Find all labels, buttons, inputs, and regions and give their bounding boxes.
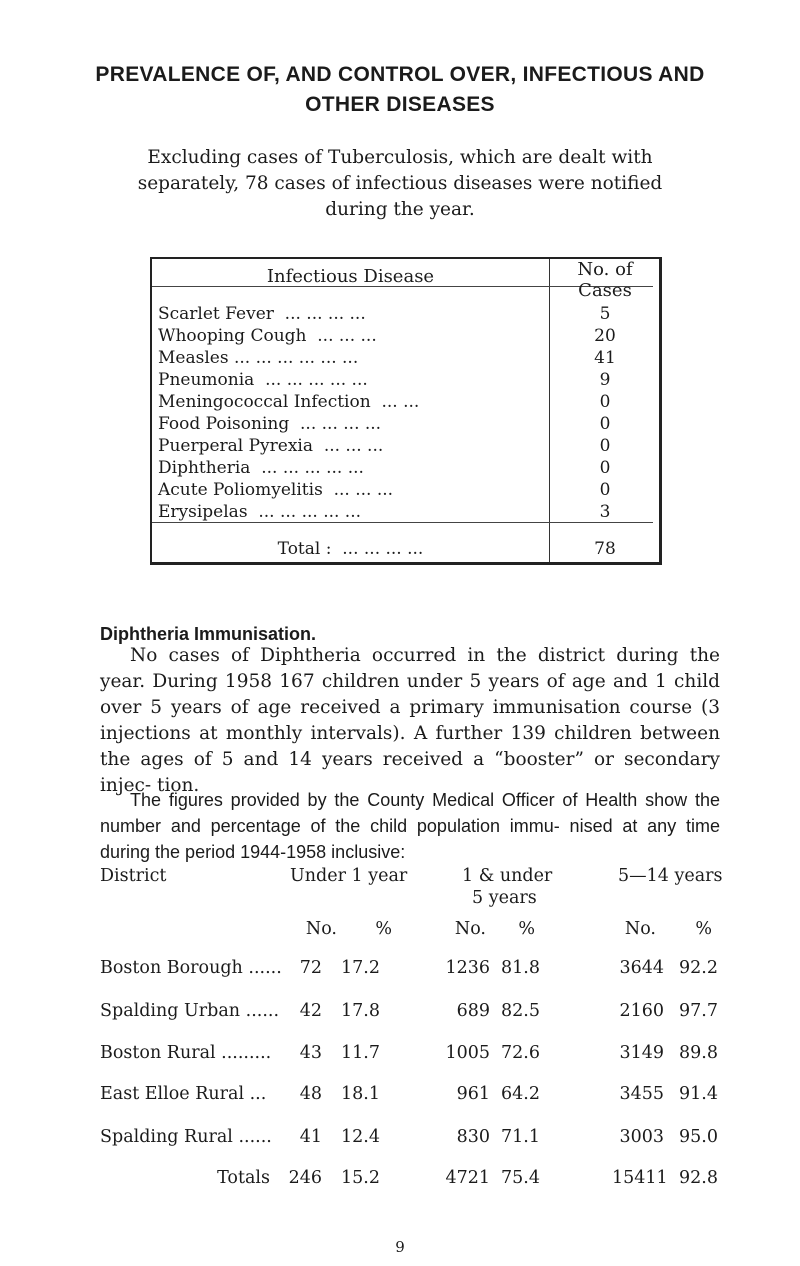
disease-name: Meningococcal Infection ... ... [158,392,420,412]
disease-name: Measles ... ... ... ... ... ... [158,348,359,368]
under1-pct: 17.8 [341,1001,380,1021]
disease-name: Scarlet Fever ... ... ... ... [158,304,366,324]
to5-pct: 81.8 [501,958,540,978]
subheader-no: No. [454,919,486,939]
under1-no: 43 [299,1043,322,1063]
to5-pct: 71.1 [501,1127,540,1147]
disease-cases: 20 [594,326,616,346]
under1-no: 42 [299,1001,322,1021]
disease-name: Acute Poliomyelitis ... ... ... [158,480,394,500]
district-name: Spalding Rural ...... [100,1127,272,1147]
to14-no: 3644 [619,958,664,978]
header-district: District [100,866,167,886]
totals-under1-pct: 15.2 [341,1168,380,1188]
page-number: 9 [395,1238,405,1256]
to5-pct: 72.6 [501,1043,540,1063]
to14-no: 3003 [619,1127,664,1147]
header-5-years: 5 years [472,888,537,908]
to14-pct: 95.0 [679,1127,718,1147]
disease-name: Puerperal Pyrexia ... ... ... [158,436,384,456]
intro-paragraph: Excluding cases of Tuberculosis, which are dealt with separately, 78 cases of infectious diseases were notified during the year. [137,147,663,220]
section-heading: Diphtheria Immunisation. [100,624,317,644]
to14-no: 3455 [619,1084,664,1104]
under1-pct: 12.4 [341,1127,380,1147]
to14-no: 3149 [619,1043,664,1063]
under1-pct: 18.1 [341,1084,380,1104]
header-no-of: No. of [577,259,633,280]
district-name: Boston Borough ...... [100,958,282,978]
under1-no: 72 [299,958,322,978]
district-name: Boston Rural ......... [100,1043,272,1063]
to14-no: 2160 [619,1001,664,1021]
subheader-pct: % [695,919,712,939]
disease-cases: 0 [599,414,611,434]
totals-to5-pct: 75.4 [501,1168,540,1188]
immunisation-paragraph: No cases of Diphtheria occurred in the district during the year. During 1958 167 children under 5 years of age and 1 child over 5 years of age received a primary immunisation course (3 injections at monthly intervals). A further 139 children between the ages of 5 and 14 years received a “booster” or secondary injec- tion. [100,645,720,796]
header-infectious-disease: Infectious Disease [266,266,435,287]
to5-pct: 64.2 [501,1084,540,1104]
figures-paragraph: The figures provided by the County Medical Officer of Health show the number and percentage of the child population immu- nised at any time during the period 1944-1958 inclusive: [100,790,720,862]
to14-pct: 89.8 [679,1043,718,1063]
disease-cases: 0 [599,458,611,478]
disease-cases: 0 [599,392,611,412]
to5-pct: 82.5 [501,1001,540,1021]
disease-cases: 9 [599,370,611,390]
subheader-no: No. [305,919,337,939]
page-title: PREVALENCE OF, AND CONTROL OVER, INFECTIOUS AND OTHER DISEASES [95,63,705,116]
under1-pct: 11.7 [341,1043,380,1063]
under1-pct: 17.2 [341,958,380,978]
subheader-pct: % [518,919,535,939]
disease-cases: 3 [599,502,611,522]
disease-name: Pneumonia ... ... ... ... ... [158,370,368,390]
to14-pct: 91.4 [679,1084,718,1104]
subheader-no: No. [624,919,656,939]
disease-name: Whooping Cough ... ... ... [158,326,377,346]
under1-no: 48 [299,1084,322,1104]
disease-cases: 0 [599,480,611,500]
header-under-1-year: Under 1 year [290,866,408,886]
header-cases: Cases [578,280,632,301]
disease-cases: 5 [599,304,611,324]
to5-no: 961 [456,1084,490,1104]
to5-no: 689 [456,1001,490,1021]
to5-no: 830 [456,1127,490,1147]
to5-no: 1005 [445,1043,490,1063]
under1-no: 41 [299,1127,322,1147]
totals-under1-no: 246 [288,1168,322,1188]
header-5-14-years: 5—14 years [618,866,723,886]
disease-name: Diphtheria ... ... ... ... ... [158,458,364,478]
total-label: Total : ... ... ... ... [277,539,424,559]
to14-pct: 97.7 [679,1001,718,1021]
totals-to14-pct: 92.8 [679,1168,718,1188]
disease-name: Erysipelas ... ... ... ... ... [158,502,362,522]
header-1-and-under: 1 & under [462,866,553,886]
disease-name: Food Poisoning ... ... ... ... [158,414,382,434]
total-cases: 78 [594,539,616,559]
to14-pct: 92.2 [679,958,718,978]
totals-to14-no: 15411 [612,1168,668,1188]
to5-no: 1236 [445,958,490,978]
disease-cases: 0 [599,436,611,456]
district-name: Spalding Urban ...... [100,1001,280,1021]
disease-cases: 41 [594,348,616,368]
subheader-pct: % [375,919,392,939]
district-name: East Elloe Rural ... [100,1084,267,1104]
totals-to5-no: 4721 [445,1168,490,1188]
totals-label: Totals [217,1168,270,1188]
